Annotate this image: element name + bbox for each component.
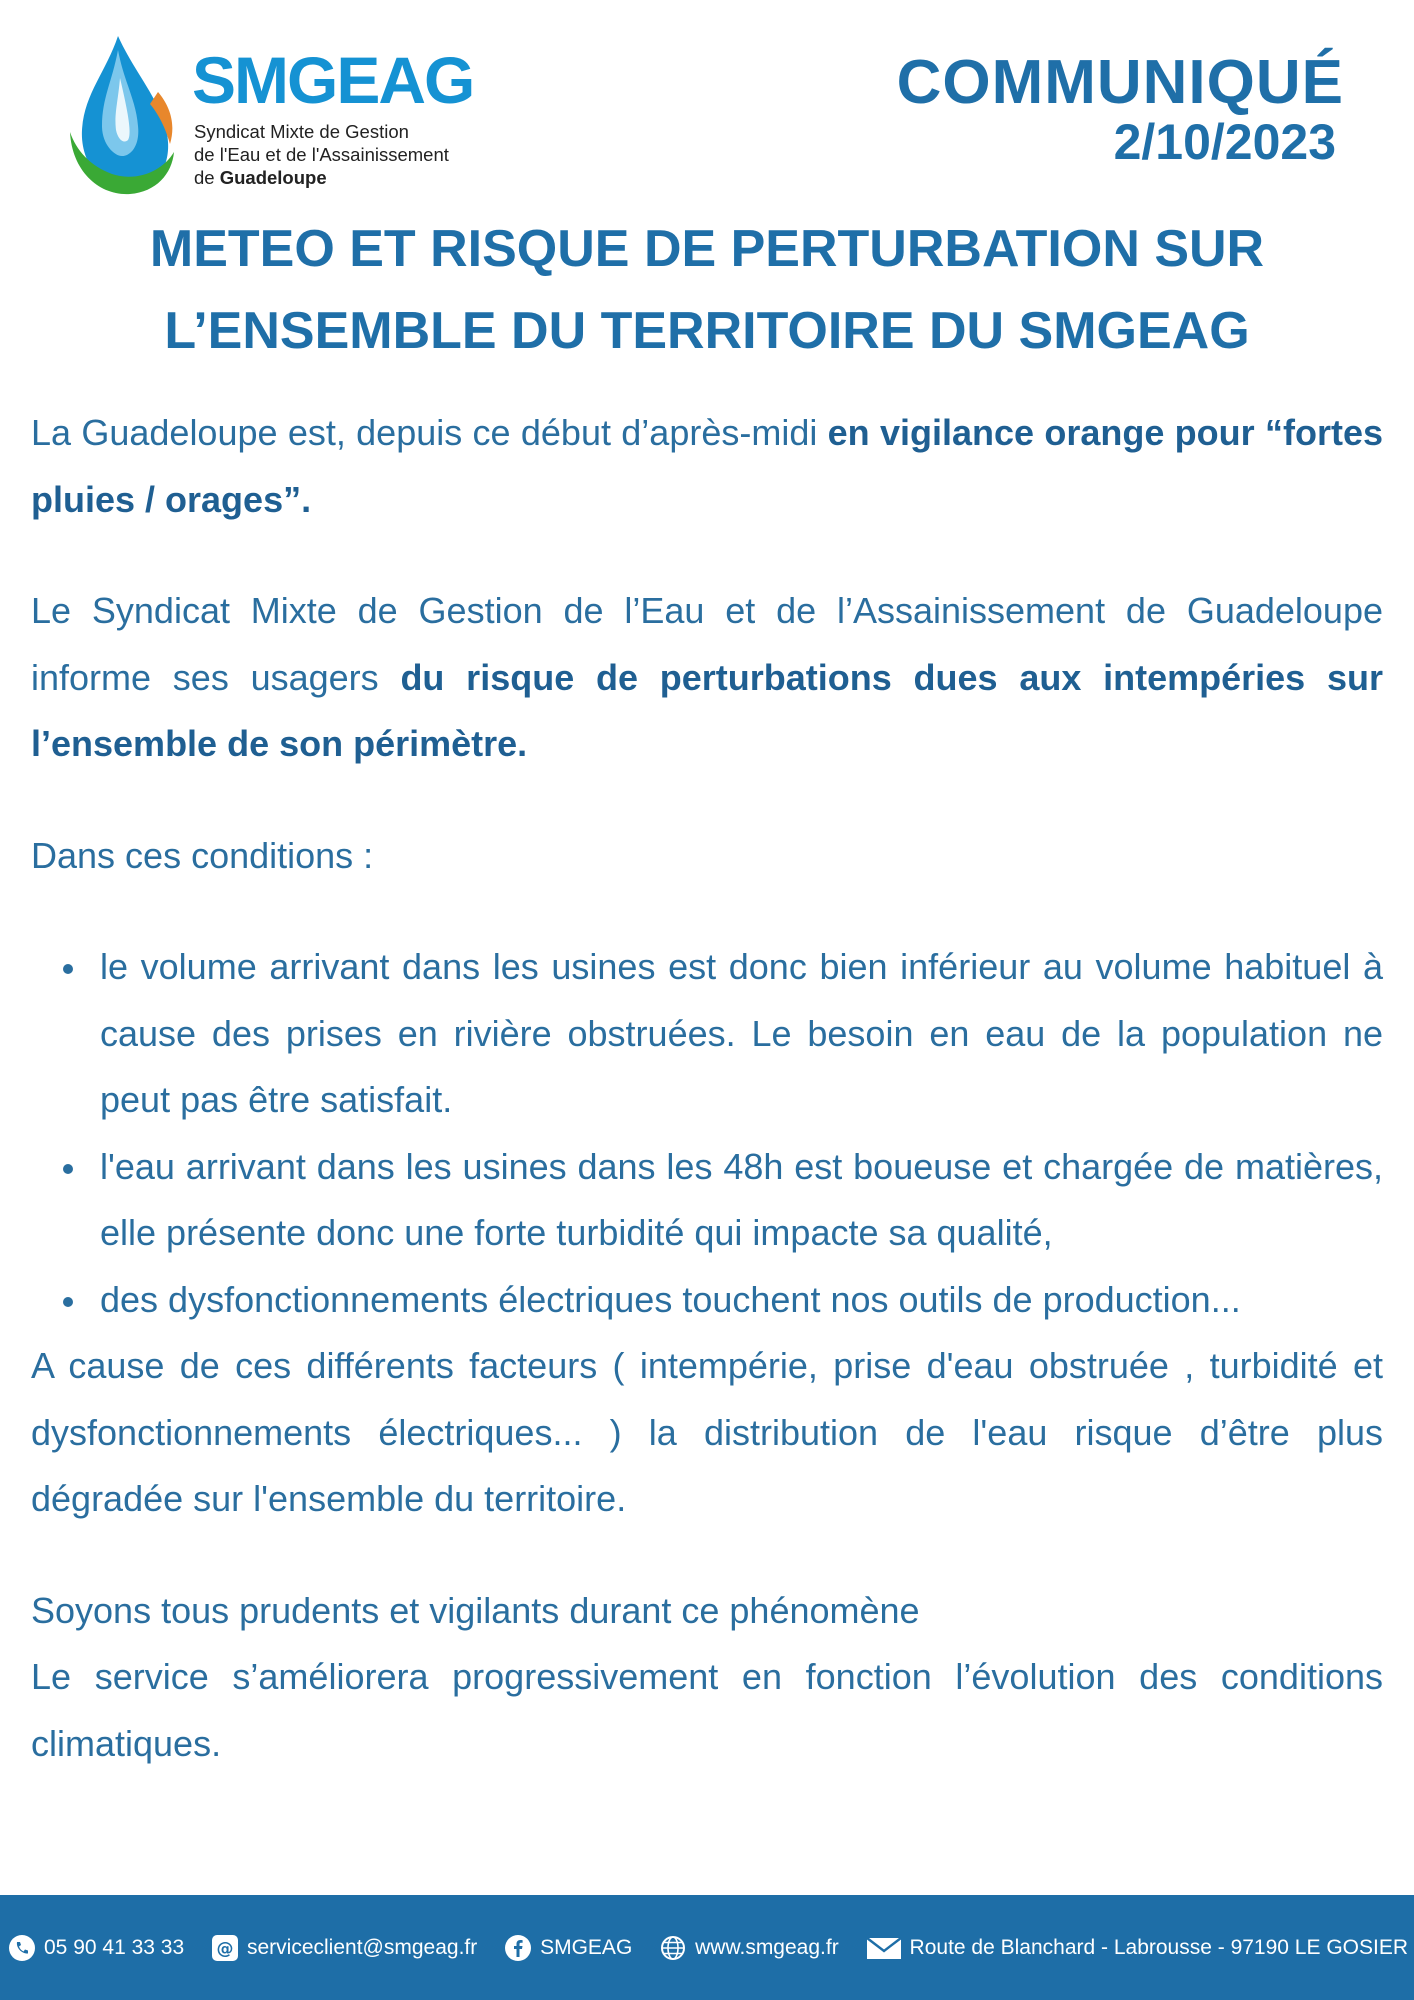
- footer-address: Route de Blanchard - Labrousse - 97190 LE GOSIER: [866, 1934, 1408, 1962]
- title-line-2: L’ENSEMBLE DU TERRITOIRE DU SMGEAG: [164, 302, 1250, 360]
- communique-header: [897, 50, 1344, 168]
- footer-phone[interactable]: 05 90 41 33 33: [8, 1934, 184, 1962]
- envelope-icon: [866, 1934, 902, 1962]
- logo-name: SMGEAG: [192, 43, 474, 117]
- body-text: [31, 400, 1383, 1777]
- footer-website[interactable]: www.smgeag.fr: [659, 1934, 839, 1962]
- list-item: l'eau arrivant dans les usines dans les 48h est boueuse et chargée de matières, elle présente donc une forte turbidité qui impacte sa qualité,: [100, 1134, 1383, 1267]
- globe-icon: [659, 1934, 687, 1962]
- title-line-1: METEO ET RISQUE DE PERTURBATION SUR: [149, 220, 1265, 278]
- paragraph-conditions: Dans ces conditions :: [31, 834, 374, 876]
- paragraph-factors: A cause de ces différents facteurs ( intempérie, prise d'eau obstruée , turbidité et dysfonctionnements électriques... ) la distribution de l'eau risque d’être plus dégradée sur l'ensemble du territoire.: [31, 1345, 1383, 1519]
- communique-label: COMMUNIQUÉ: [896, 48, 1344, 117]
- list-item: des dysfonctionnements électriques touchent nos outils de production...: [100, 1267, 1383, 1334]
- paragraph-vigilance: La Guadeloupe est, depuis ce début d’après-midi en vigilance orange pour “fortes pluies / orages”.: [31, 412, 1383, 520]
- footer-facebook[interactable]: SMGEAG: [504, 1934, 632, 1962]
- list-item: le volume arrivant dans les usines est donc bien inférieur au volume habituel à cause des prises en rivière obstruées. Le besoin en eau de la population ne peut pas être satisfait.: [100, 934, 1383, 1134]
- smgeag-logo: [66, 32, 486, 202]
- footer-contact-bar: [0, 1895, 1414, 2000]
- page-title: [60, 208, 1354, 372]
- water-drop-logo-icon: [66, 32, 176, 197]
- communique-date: 2/10/2023: [1113, 114, 1336, 170]
- facebook-icon: [504, 1934, 532, 1962]
- footer-email[interactable]: @ serviceclient@smgeag.fr: [211, 1934, 477, 1962]
- paragraph-information: Le Syndicat Mixte de Gestion de l’Eau et de l’Assainissement de Guadeloupe informe ses usagers du risque de perturbations dues aux intempéries sur l’ensemble de son périmètre.: [31, 590, 1383, 764]
- phone-icon: [8, 1934, 36, 1962]
- svg-text:@: @: [216, 1938, 234, 1959]
- paragraph-service: Le service s’améliorera progressivement en fonction l’évolution des conditions climatiques.: [31, 1656, 1383, 1764]
- conditions-list: [31, 934, 1383, 1333]
- logo-subtitle: Syndicat Mixte de Gestion de l'Eau et de l'Assainissement de Guadeloupe: [194, 121, 449, 188]
- email-at-icon: [211, 1934, 239, 1962]
- paragraph-caution: Soyons tous prudents et vigilants durant ce phénomène: [31, 1589, 920, 1631]
